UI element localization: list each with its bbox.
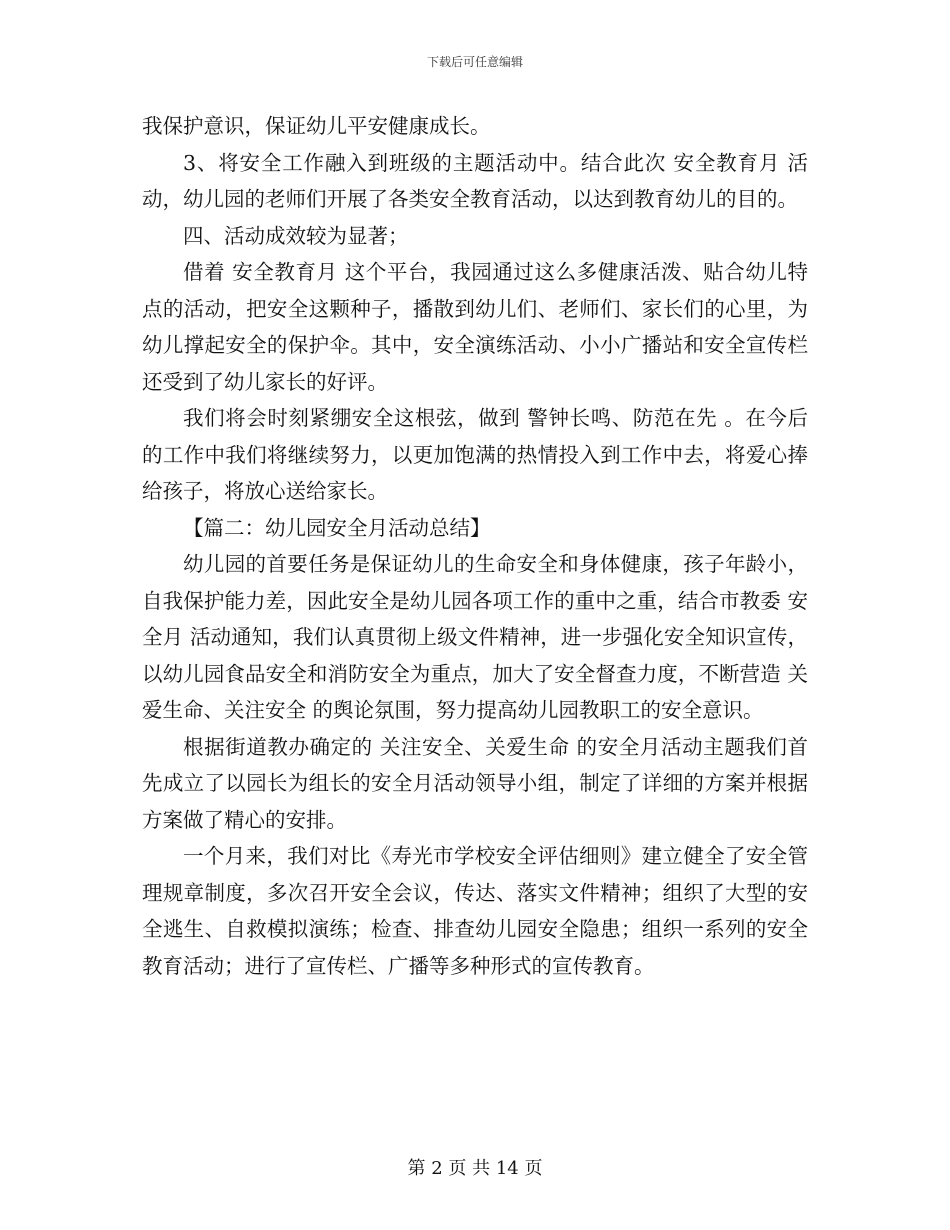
section-heading: 四、活动成效较为显著； [183,223,409,248]
page-header-note: 下载后可任意编辑 [426,55,523,69]
paragraph: 借着 安全教育月 这个平台，我园通过这么多健康活泼、贴合幼儿特点的活动，把安全这颗种子，播散到幼儿们、老师们、家长们的心里，为幼儿撑起安全的保护伞。其中，安全演练活动、小小广播站和安全宣传栏还受到了幼儿家长的好评。 [142,260,808,394]
paragraph: 我保护意识，保证幼儿平安健康成长。 [142,114,491,138]
paragraph: 我们将会时刻紧绷安全这根弦，做到 警钟长鸣、防范在先 。在今后的工作中我们将继续努力，以更加饱满的热情投入到工作中去，将爱心捧给孩子，将放心送给家长。 [142,406,808,503]
paragraph: 3、将安全工作融入到班级的主题活动中。结合此次 安全教育月 活动，幼儿园的老师们开展了各类安全教育活动，以达到教育幼儿的目的。 [142,150,808,211]
paragraph: 根据街道教办确定的 关注安全、关爱生命 的安全月活动主题我们首先成立了以园长为组长的安全月活动领导小组，制定了详细的方案并根据方案做了精心的安排。 [142,734,808,832]
paragraph: 一个月来，我们对比《寿光市学校安全评估细则》建立健全了安全管理规章制度，多次召开安全会议，传达、落实文件精神；组织了大型的安全逃生、自救模拟演练；检查、排查幼儿园安全隐患；组织一系列的安全教育活动；进行了宣传栏、广播等多种形式的宣传教育。 [142,844,808,978]
section-title: 【篇二：幼儿园安全月活动总结】 [183,515,491,540]
paragraph: 幼儿园的首要任务是保证幼儿的生命安全和身体健康，孩子年龄小，自我保护能力差，因此安全是幼儿园各项工作的重中之重，结合市教委 安全月 活动通知，我们认真贯彻上级文件精神，进一步强化安全知识宣传，以幼儿园食品安全和消防安全为重点，加大了安全督查力度，不断营造 关爱生命、关注安全 的舆论氛围，努力提高幼儿园教职工的安全意识。 [142,552,808,722]
document-body [142,108,808,984]
page-number-footer: 第 2 页 共 14 页 [407,1158,543,1179]
